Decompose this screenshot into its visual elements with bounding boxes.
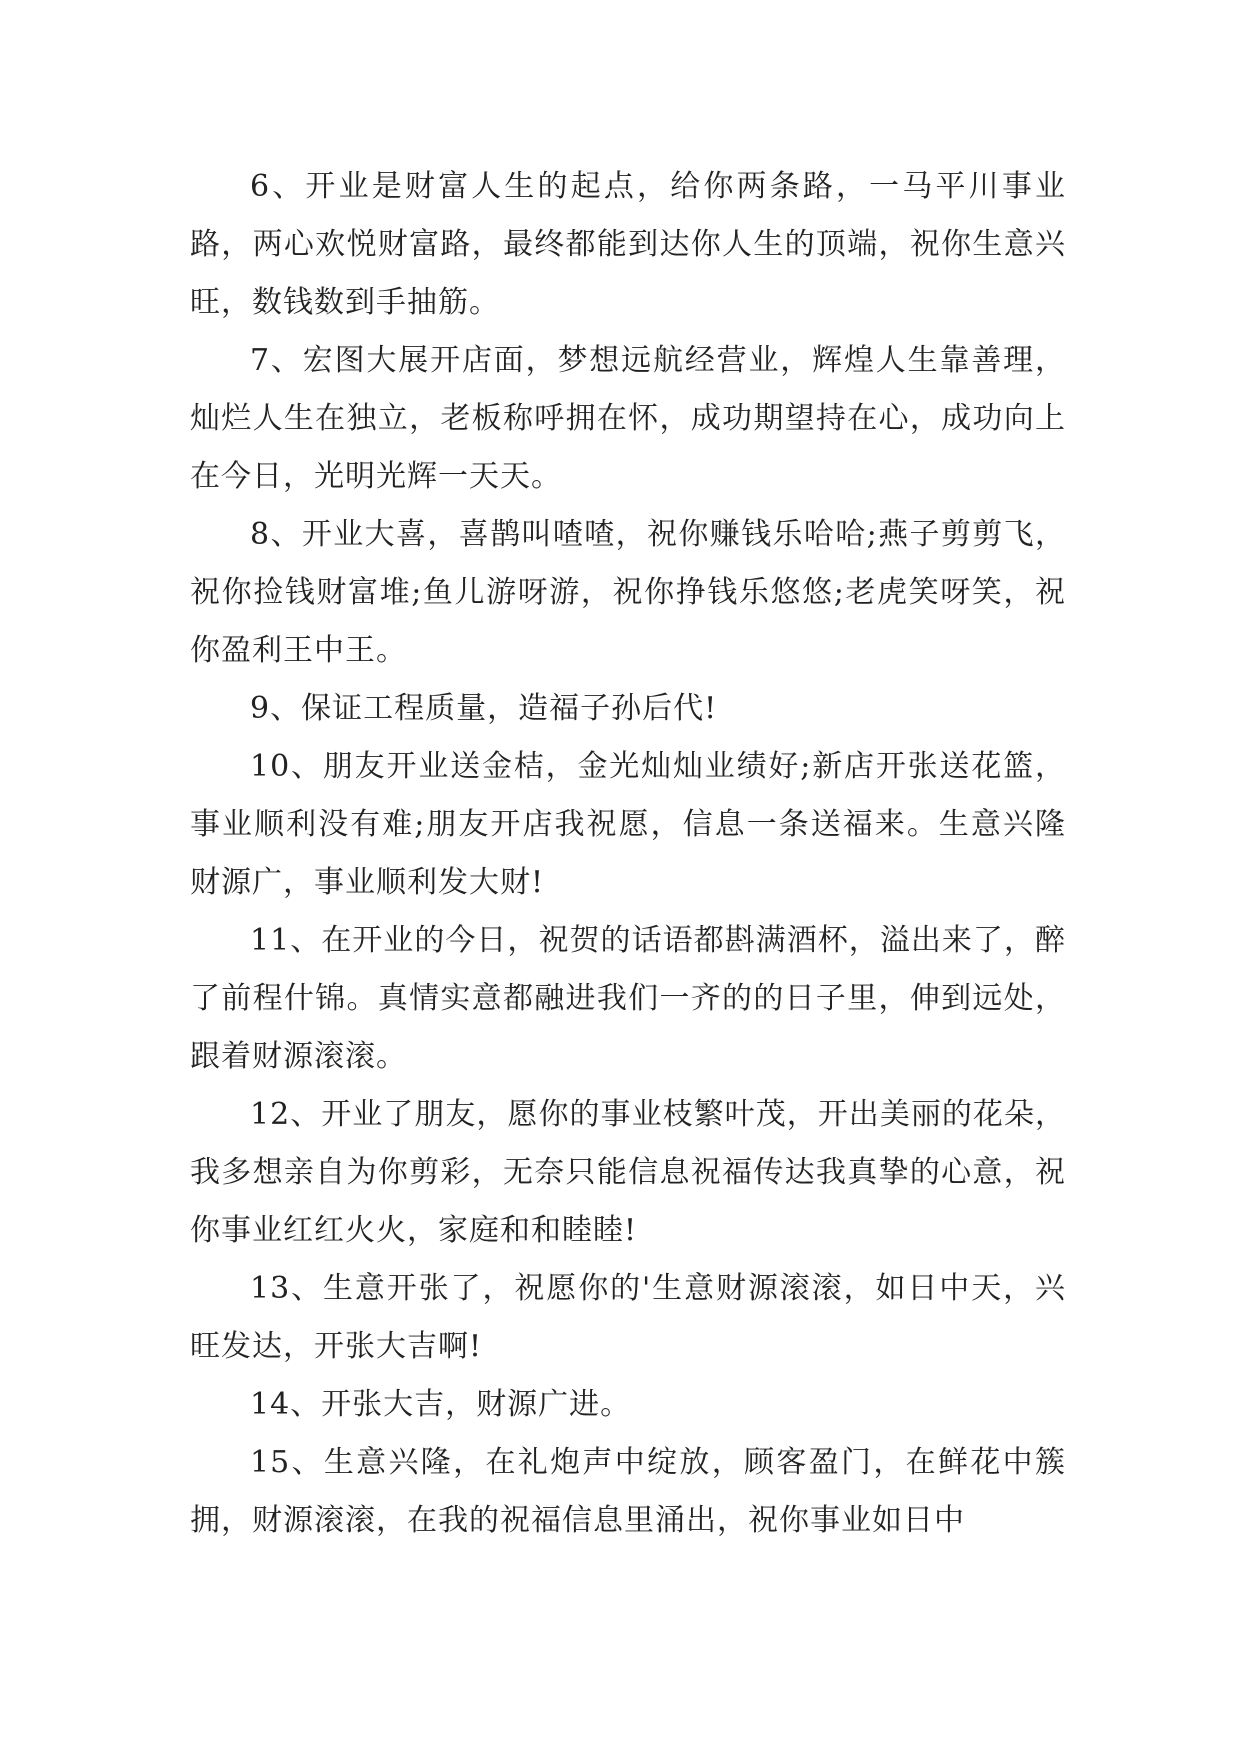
paragraph-11: 11、在开业的今日，祝贺的话语都斟满酒杯，溢出来了，醉了前程什锦。真情实意都融进我们一齐的的日子里，伸到远处，跟着财源滚滚。 — [190, 923, 1066, 1074]
paragraph-9: 9、保证工程质量，造福子孙后代! — [250, 691, 718, 726]
paragraph-7: 7、宏图大展开店面，梦想远航经营业，辉煌人生靠善理，灿烂人生在独立，老板称呼拥在怀，成功期望持在心，成功向上在今日，光明光辉一天天。 — [190, 343, 1066, 494]
paragraph-10: 10、朋友开业送金桔，金光灿灿业绩好;新店开张送花篮，事业顺利没有难;朋友开店我祝愿，信息一条送福来。生意兴隆财源广，事业顺利发大财! — [190, 749, 1066, 900]
paragraph-14: 14、开张大吉，财源广进。 — [250, 1387, 632, 1422]
paragraph-6: 6、开业是财富人生的起点，给你两条路，一马平川事业路，两心欢悦财富路，最终都能到达你人生的顶端，祝你生意兴旺，数钱数到手抽筋。 — [190, 169, 1066, 320]
paragraph-15: 15、生意兴隆，在礼炮声中绽放，顾客盈门，在鲜花中簇拥，财源滚滚，在我的祝福信息里涌出，祝你事业如日中 — [190, 1445, 1066, 1538]
document-body — [190, 158, 1066, 1550]
paragraph-12: 12、开业了朋友，愿你的事业枝繁叶茂，开出美丽的花朵，我多想亲自为你剪彩，无奈只能信息祝福传达我真挚的心意，祝你事业红红火火，家庭和和睦睦! — [190, 1097, 1066, 1248]
paragraph-8: 8、开业大喜，喜鹊叫喳喳，祝你赚钱乐哈哈;燕子剪剪飞，祝你捡钱财富堆;鱼儿游呀游，祝你挣钱乐悠悠;老虎笑呀笑，祝你盈利王中王。 — [190, 517, 1066, 668]
paragraph-13: 13、生意开张了，祝愿你的'生意财源滚滚，如日中天，兴旺发达，开张大吉啊! — [190, 1271, 1066, 1364]
